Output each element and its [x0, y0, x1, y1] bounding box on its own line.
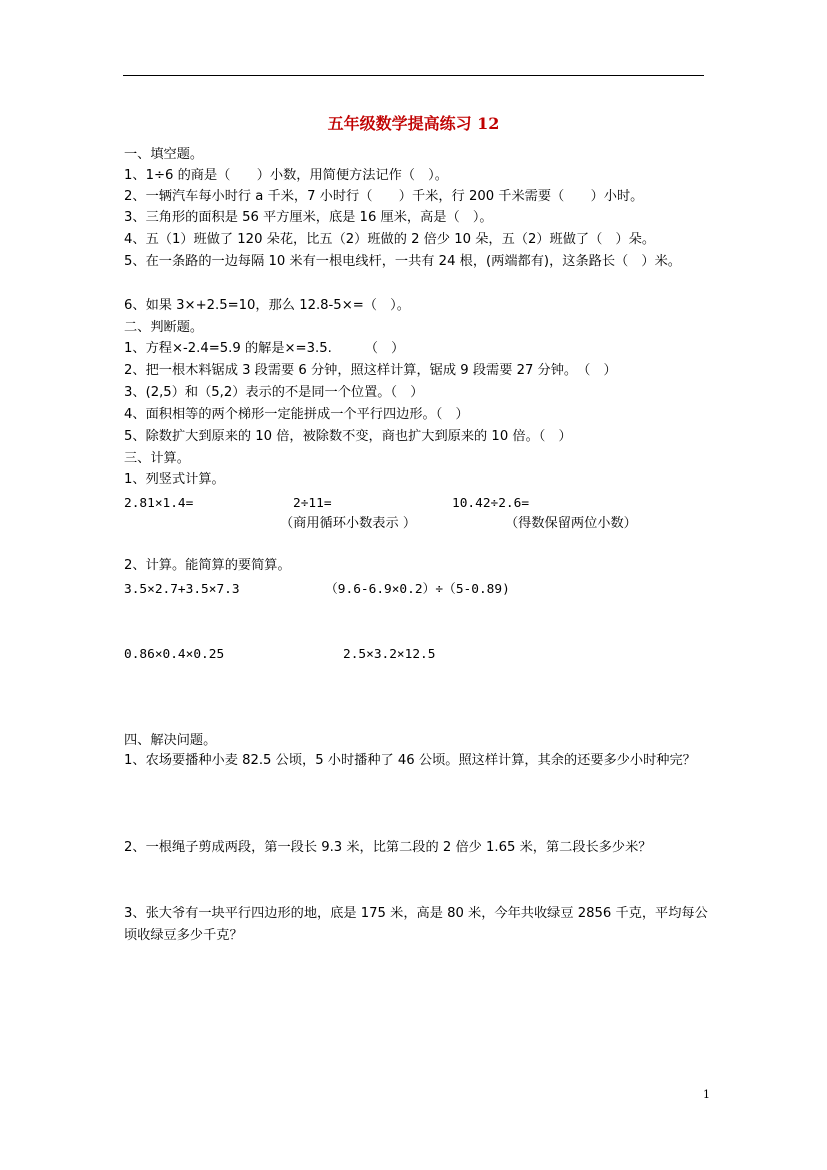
- word-problem-2: 2、一根绳子剪成两段，第一段长 9.3 米，比第二段的 2 倍少 1.65 米，第二段长多少米？: [124, 840, 652, 855]
- fill-in-item-3: 3、三角形的面积是 56 平方厘米，底是 16 厘米，高是（ ）。: [124, 210, 493, 225]
- true-false-item-4: 4、面积相等的两个梯形一定能拼成一个平行四边形。（ ）: [124, 407, 469, 422]
- true-false-item-3: 3、(2,5）和（5,2）表示的不是同一个位置。（ ）: [124, 385, 424, 400]
- simplify-expression-1: 3.5×2.7+3.5×7.3: [124, 582, 240, 597]
- simplify-calc-label: 2、计算。能简算的要简算。: [124, 558, 291, 573]
- section-heading-fill-in: 一、填空题。: [124, 147, 204, 162]
- fill-in-item-6: 6、如果 3×+2.5=10，那么 12.8-5×=（ ）。: [124, 298, 410, 313]
- true-false-item-2: 2、把一根木料锯成 3 段需要 6 分钟，照这样计算，锯成 9 段需要 27 分钟。 （ ）: [124, 363, 617, 378]
- fill-in-item-1: 1、1÷6 的商是（ ）小数，用简便方法记作（ ）。: [124, 168, 448, 183]
- header-rule: [123, 75, 704, 76]
- true-false-item-5: 5、除数扩大到原来的 10 倍，被除数不变，商也扩大到原来的 10 倍。（ ）: [124, 429, 572, 444]
- calc-expression-1: 2.81×1.4=: [124, 496, 194, 511]
- section-heading-word-problems: 四、解决问题。: [124, 733, 217, 748]
- page-number: 1: [703, 1088, 710, 1101]
- calc-note-repeating-decimal: （商用循环小数表示 ）: [280, 516, 417, 531]
- page-title: 五年级数学提高练习 12: [327, 114, 500, 133]
- word-problem-1: 1、农场要播种小麦 82.5 公顷，5 小时播种了 46 公顷。照这样计算，其余的还要多少小时种完？: [124, 753, 696, 768]
- word-problem-3: 3、张大爷有一块平行四边形的地，底是 175 米，高是 80 米，今年共收绿豆 2856 千克，平均每公顷收绿豆多少千克？: [124, 906, 708, 943]
- vertical-calc-label: 1、列竖式计算。: [124, 472, 225, 487]
- simplify-expression-2: （9.6-6.9×0.2）÷（5-0.89): [325, 582, 510, 597]
- fill-in-item-4: 4、五（1）班做了 120 朵花，比五（2）班做的 2 倍少 10 朵，五（2）班做了（ ）朵。: [124, 232, 656, 247]
- fill-in-item-2: 2、一辆汽车每小时行 a 千米，7 小时行（ ）千米，行 200 千米需要（ ）小时。: [124, 189, 644, 204]
- true-false-item-1: 1、方程×-2.4=5.9 的解是×=3.5. （ ）: [124, 341, 405, 356]
- fill-in-item-5: 5、在一条路的一边每隔 10 米有一根电线杆，一共有 24 根，(两端都有)，这条路长（ ）米。: [124, 254, 681, 269]
- calc-expression-3: 10.42÷2.6=: [452, 496, 530, 511]
- simplify-expression-4: 2.5×3.2×12.5: [343, 647, 436, 662]
- calc-expression-2: 2÷11=: [293, 496, 332, 511]
- section-heading-true-false: 二、判断题。: [124, 320, 204, 335]
- simplify-expression-3: 0.86×0.4×0.25: [124, 647, 225, 662]
- section-heading-calculation: 三、计算。: [124, 451, 190, 466]
- calc-note-two-decimals: （得数保留两位小数）: [505, 516, 637, 531]
